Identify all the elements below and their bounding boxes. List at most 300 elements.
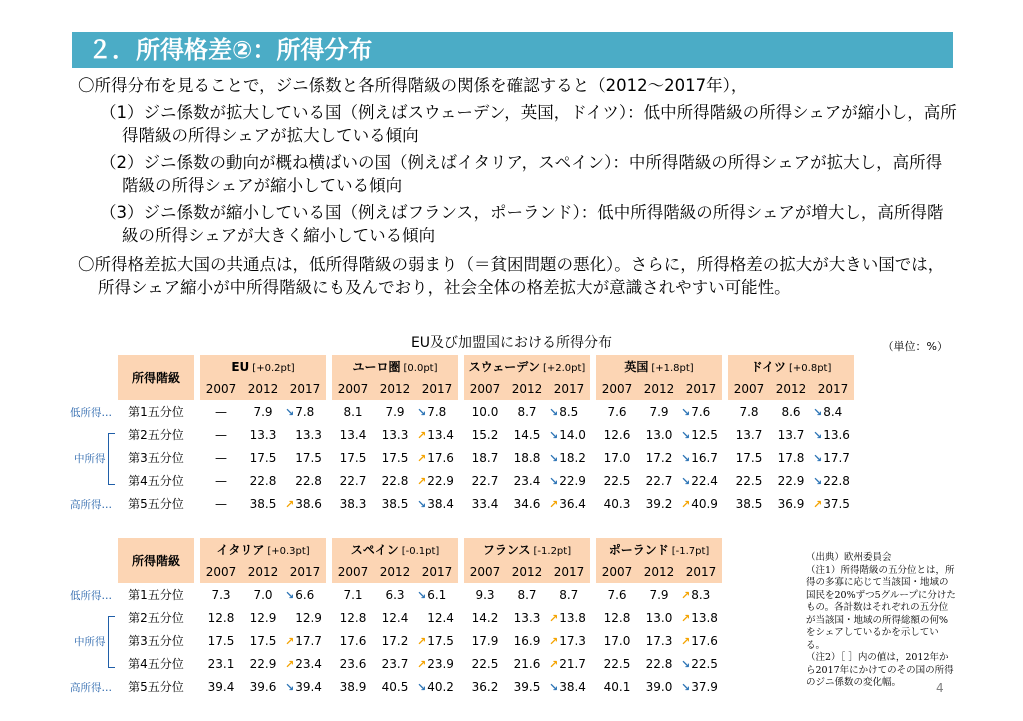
year-label: 2012 bbox=[638, 378, 680, 400]
value-2012: 8.7 bbox=[517, 587, 537, 602]
year-label: 2007 bbox=[596, 378, 638, 400]
value-2017-number: 17.7 bbox=[823, 450, 850, 465]
value-2017 bbox=[680, 675, 722, 698]
row-label: 第1五分位 bbox=[128, 405, 184, 419]
value-2012: 21.6 bbox=[513, 656, 541, 671]
year-label: 2007 bbox=[596, 561, 638, 583]
value-2017 bbox=[680, 652, 722, 675]
year-label: 2012 bbox=[242, 378, 284, 400]
value-2017-number: 7.6 bbox=[691, 404, 711, 419]
trend-up-icon: ↗ bbox=[549, 634, 559, 648]
value-2017-number: 7.8 bbox=[295, 404, 315, 419]
value-2017-number: 21.7 bbox=[559, 656, 586, 671]
value-2017 bbox=[812, 492, 854, 515]
trend-down-icon: ↘ bbox=[285, 588, 295, 602]
year-row bbox=[118, 561, 722, 583]
row-label: 第3五分位 bbox=[128, 451, 184, 465]
trend-up-icon: ↗ bbox=[417, 451, 427, 465]
value-2012: 23.4 bbox=[513, 473, 541, 488]
value-2007: 38.5 bbox=[735, 496, 763, 511]
value-2012: 39.5 bbox=[513, 679, 541, 694]
gini-change: [+0.3pt] bbox=[267, 546, 310, 557]
value-2012: 12.4 bbox=[381, 610, 409, 625]
value-2017 bbox=[548, 629, 590, 652]
trend-down-icon: ↘ bbox=[813, 474, 823, 488]
value-2017 bbox=[548, 492, 590, 515]
value-2007: 7.8 bbox=[739, 404, 759, 419]
value-2007: 17.6 bbox=[339, 633, 367, 648]
country-name: スウェーデン bbox=[468, 360, 540, 374]
value-2017 bbox=[416, 629, 458, 652]
value-2017-number: 17.5 bbox=[427, 633, 454, 648]
row-header: 所得階級 bbox=[118, 538, 194, 583]
value-2017-number: 40.9 bbox=[691, 496, 718, 511]
value-2017-number: 23.4 bbox=[295, 656, 322, 671]
value-2012: 17.3 bbox=[645, 633, 673, 648]
row-label: 第3五分位 bbox=[128, 634, 184, 648]
value-2012: 13.0 bbox=[645, 427, 673, 442]
row-label: 第1五分位 bbox=[128, 588, 184, 602]
value-2007: 22.7 bbox=[339, 473, 367, 488]
value-2017 bbox=[284, 446, 326, 469]
mid-income-label: 中所得 bbox=[74, 636, 106, 648]
value-2012: 13.3 bbox=[249, 427, 277, 442]
trend-up-icon: ↗ bbox=[417, 428, 427, 442]
trend-down-icon: ↘ bbox=[681, 451, 691, 465]
value-2007: 14.2 bbox=[471, 610, 499, 625]
trend-down-icon: ↘ bbox=[549, 474, 559, 488]
value-2012: 17.2 bbox=[381, 633, 409, 648]
value-2007: 22.7 bbox=[471, 473, 499, 488]
value-2007: 13.4 bbox=[339, 427, 367, 442]
value-2017-number: 23.9 bbox=[427, 656, 454, 671]
value-2017-number: 12.4 bbox=[427, 610, 454, 625]
year-label: 2007 bbox=[464, 378, 506, 400]
value-2007: — bbox=[215, 496, 227, 511]
value-2017 bbox=[812, 446, 854, 469]
trend-down-icon: ↘ bbox=[285, 405, 295, 419]
trend-down-icon: ↘ bbox=[681, 680, 691, 694]
table-row bbox=[118, 606, 722, 629]
gini-change: [+0.8pt] bbox=[789, 363, 832, 374]
year-label: 2017 bbox=[416, 378, 458, 400]
note-source: （出典）欧州委員会 bbox=[806, 552, 892, 563]
trend-down-icon: ↘ bbox=[681, 428, 691, 442]
unit-note: （単位：%） bbox=[882, 340, 948, 353]
value-2012: 13.7 bbox=[777, 427, 805, 442]
row-label: 第5五分位 bbox=[128, 680, 184, 694]
trend-down-icon: ↘ bbox=[417, 405, 427, 419]
source-notes bbox=[806, 552, 956, 690]
table-row bbox=[118, 423, 854, 446]
high-income-label: 高所得… bbox=[70, 682, 112, 694]
gini-change: [-1.7pt] bbox=[671, 546, 710, 557]
value-2017 bbox=[548, 469, 590, 492]
value-2012: 22.9 bbox=[777, 473, 805, 488]
bullet-case-2: （2）ジニ係数の動向が概ね横ばいの国（例えばイタリア，スペイン）：中所得階級の所得シェアが拡大し，高所得階級の所得シェアが縮小している傾向 bbox=[100, 153, 943, 195]
value-2017 bbox=[284, 606, 326, 629]
value-2012: 17.2 bbox=[645, 450, 673, 465]
value-2017-number: 22.9 bbox=[559, 473, 586, 488]
value-2007: 23.6 bbox=[339, 656, 367, 671]
value-2007: 7.6 bbox=[607, 404, 627, 419]
trend-down-icon: ↘ bbox=[681, 405, 691, 419]
value-2017 bbox=[680, 629, 722, 652]
trend-down-icon: ↘ bbox=[417, 680, 427, 694]
value-2017-number: 22.9 bbox=[427, 473, 454, 488]
value-2017 bbox=[416, 675, 458, 698]
value-2017-number: 12.9 bbox=[295, 610, 322, 625]
country-header bbox=[596, 355, 722, 378]
value-2012: 7.9 bbox=[253, 404, 273, 419]
trend-down-icon: ↘ bbox=[417, 588, 427, 602]
value-2007: 7.1 bbox=[343, 587, 363, 602]
table-row bbox=[118, 675, 722, 698]
bullet-case-1: （1）ジニ係数が拡大している国（例えばスウェーデン，英国，ドイツ）：低中所得階級の所得シェアが縮小し，高所得階級の所得シェアが拡大している傾向 bbox=[100, 103, 957, 145]
year-label: 2017 bbox=[680, 378, 722, 400]
value-2012: 7.9 bbox=[649, 587, 669, 602]
value-2012: 39.6 bbox=[249, 679, 277, 694]
trend-down-icon: ↘ bbox=[813, 405, 823, 419]
value-2007: 7.6 bbox=[607, 587, 627, 602]
value-2007: 22.5 bbox=[735, 473, 763, 488]
value-2017-number: 38.6 bbox=[295, 496, 322, 511]
bullet-conclusion: 〇所得格差拡大国の共通点は，低所得階級の弱まり（＝貧困問題の悪化）。さらに，所得格差の拡大が大きい国では，所得シェア縮小が中所得階級にも及んでおり，社会全体の格差拡大が意識されやすい可能性。 bbox=[78, 255, 945, 297]
value-2017-number: 6.6 bbox=[295, 587, 315, 602]
value-2007: — bbox=[215, 427, 227, 442]
country-header bbox=[728, 355, 854, 378]
value-2017-number: 22.5 bbox=[691, 656, 718, 671]
year-label: 2017 bbox=[284, 378, 326, 400]
value-2012: 6.3 bbox=[385, 587, 405, 602]
value-2017-number: 37.5 bbox=[823, 496, 850, 511]
value-2007: 40.3 bbox=[603, 496, 631, 511]
country-name: フランス bbox=[482, 543, 531, 557]
row-label: 第5五分位 bbox=[128, 497, 184, 511]
value-2017-number: 17.6 bbox=[691, 633, 718, 648]
trend-down-icon: ↘ bbox=[549, 680, 559, 694]
value-2017 bbox=[416, 423, 458, 446]
trend-down-icon: ↘ bbox=[681, 474, 691, 488]
value-2017 bbox=[680, 446, 722, 469]
value-2017 bbox=[284, 423, 326, 446]
value-2007: 33.4 bbox=[471, 496, 499, 511]
mid-income-label: 中所得 bbox=[74, 453, 106, 465]
trend-up-icon: ↗ bbox=[417, 634, 427, 648]
value-2017 bbox=[284, 469, 326, 492]
value-2017 bbox=[812, 469, 854, 492]
bullet-list bbox=[78, 74, 958, 299]
value-2017 bbox=[812, 423, 854, 446]
value-2012: 16.9 bbox=[513, 633, 541, 648]
value-2012: 39.0 bbox=[645, 679, 673, 694]
mid-income-bracket bbox=[108, 616, 115, 668]
value-2017-number: 14.0 bbox=[559, 427, 586, 442]
note-2: （注2）［ ］内の値は，2012年から2017年にかけてのその国の所得のジニ係数の変化幅。 bbox=[806, 652, 954, 688]
value-2017 bbox=[548, 652, 590, 675]
gini-change: [+0.2pt] bbox=[252, 362, 295, 374]
income-table-upper bbox=[118, 355, 854, 515]
country-name: ユーロ圏 bbox=[352, 360, 401, 374]
table-row bbox=[118, 469, 854, 492]
value-2007: 17.5 bbox=[339, 450, 367, 465]
value-2012: 13.0 bbox=[645, 610, 673, 625]
value-2007: 12.6 bbox=[603, 427, 631, 442]
value-2007: 38.3 bbox=[339, 496, 367, 511]
year-label: 2007 bbox=[728, 378, 770, 400]
value-2017-number: 16.7 bbox=[691, 450, 718, 465]
value-2017-number: 8.4 bbox=[823, 404, 843, 419]
value-2012: 22.9 bbox=[249, 656, 277, 671]
value-2017 bbox=[548, 583, 590, 606]
country-name: イタリア bbox=[216, 543, 265, 557]
value-2012: 7.9 bbox=[385, 404, 405, 419]
low-income-label: 低所得… bbox=[70, 590, 112, 602]
year-label: 2007 bbox=[464, 561, 506, 583]
value-2007: 22.5 bbox=[603, 656, 631, 671]
value-2017-number: 13.8 bbox=[559, 610, 586, 625]
value-2017-number: 8.5 bbox=[559, 404, 579, 419]
value-2017 bbox=[416, 652, 458, 675]
value-2007: 23.1 bbox=[207, 656, 235, 671]
country-name: ポーランド bbox=[608, 543, 669, 557]
table-row bbox=[118, 400, 854, 423]
value-2007: 36.2 bbox=[471, 679, 499, 694]
year-label: 2017 bbox=[284, 561, 326, 583]
value-2007: 39.4 bbox=[207, 679, 235, 694]
row-label: 第4五分位 bbox=[128, 474, 184, 488]
trend-down-icon: ↘ bbox=[813, 451, 823, 465]
gini-change: [-0.1pt] bbox=[401, 546, 440, 557]
value-2017 bbox=[284, 629, 326, 652]
page-number: 4 bbox=[936, 681, 944, 695]
value-2007: — bbox=[215, 404, 227, 419]
value-2017 bbox=[284, 492, 326, 515]
value-2017 bbox=[548, 606, 590, 629]
trend-down-icon: ↘ bbox=[549, 428, 559, 442]
year-label: 2017 bbox=[416, 561, 458, 583]
trend-up-icon: ↗ bbox=[549, 657, 559, 671]
value-2017-number: 7.8 bbox=[427, 404, 447, 419]
country-header bbox=[464, 538, 590, 561]
value-2012: 22.8 bbox=[381, 473, 409, 488]
value-2017-number: 38.4 bbox=[427, 496, 454, 511]
value-2017-number: 36.4 bbox=[559, 496, 586, 511]
country-name: ドイツ bbox=[750, 360, 787, 374]
value-2007: 40.1 bbox=[603, 679, 631, 694]
value-2007: 17.5 bbox=[207, 633, 235, 648]
value-2017-number: 13.3 bbox=[295, 427, 322, 442]
value-2017 bbox=[680, 400, 722, 423]
bullet-case-3: （3）ジニ係数が縮小している国（例えばフランス，ポーランド）：低中所得階級の所得シェアが増大し，高所得階級の所得シェアが大きく縮小している傾向 bbox=[100, 203, 944, 245]
country-header bbox=[200, 355, 326, 378]
value-2012: 14.5 bbox=[513, 427, 541, 442]
value-2007: 8.1 bbox=[343, 404, 363, 419]
value-2017-number: 13.4 bbox=[427, 427, 454, 442]
value-2012: 17.5 bbox=[249, 450, 277, 465]
value-2017-number: 13.6 bbox=[823, 427, 850, 442]
value-2012: 17.5 bbox=[249, 633, 277, 648]
trend-up-icon: ↗ bbox=[681, 497, 691, 511]
trend-up-icon: ↗ bbox=[549, 611, 559, 625]
gini-change: [0.0pt] bbox=[403, 363, 438, 374]
value-2017 bbox=[548, 423, 590, 446]
value-2017-number: 17.6 bbox=[427, 450, 454, 465]
value-2012: 18.8 bbox=[513, 450, 541, 465]
trend-up-icon: ↗ bbox=[549, 497, 559, 511]
header-row bbox=[118, 538, 722, 561]
country-name: EU bbox=[231, 359, 250, 374]
value-2012: 7.9 bbox=[649, 404, 669, 419]
value-2017 bbox=[680, 492, 722, 515]
mid-income-bracket bbox=[108, 433, 115, 485]
value-2012: 34.6 bbox=[513, 496, 541, 511]
trend-down-icon: ↘ bbox=[549, 405, 559, 419]
year-label: 2007 bbox=[200, 378, 242, 400]
value-2007: 17.5 bbox=[735, 450, 763, 465]
value-2017 bbox=[812, 400, 854, 423]
country-header bbox=[332, 538, 458, 561]
year-label: 2017 bbox=[548, 561, 590, 583]
value-2017-number: 17.7 bbox=[295, 633, 322, 648]
value-2017-number: 17.5 bbox=[295, 450, 322, 465]
gini-change: [-1.2pt] bbox=[533, 546, 572, 557]
value-2017 bbox=[548, 400, 590, 423]
value-2007: 12.8 bbox=[603, 610, 631, 625]
value-2017 bbox=[284, 652, 326, 675]
value-2007: 18.7 bbox=[471, 450, 499, 465]
trend-up-icon: ↗ bbox=[417, 657, 427, 671]
value-2007: 17.9 bbox=[471, 633, 499, 648]
value-2017 bbox=[284, 583, 326, 606]
value-2007: 17.0 bbox=[603, 450, 631, 465]
table-row bbox=[118, 446, 854, 469]
value-2007: 9.3 bbox=[475, 587, 495, 602]
high-income-label: 高所得… bbox=[70, 499, 112, 511]
value-2017 bbox=[416, 446, 458, 469]
year-label: 2017 bbox=[812, 378, 854, 400]
year-label: 2012 bbox=[506, 378, 548, 400]
year-label: 2012 bbox=[638, 561, 680, 583]
value-2017 bbox=[416, 400, 458, 423]
value-2017 bbox=[284, 675, 326, 698]
gini-change: [+1.8pt] bbox=[651, 363, 694, 374]
value-2017-number: 6.1 bbox=[427, 587, 447, 602]
value-2012: 8.7 bbox=[517, 404, 537, 419]
value-2017 bbox=[680, 583, 722, 606]
value-2017-number: 37.9 bbox=[691, 679, 718, 694]
country-name: 英国 bbox=[624, 360, 649, 374]
table-title: EU及び加盟国における所得分布 bbox=[410, 335, 613, 351]
value-2007: 22.5 bbox=[603, 473, 631, 488]
value-2012: 17.5 bbox=[381, 450, 409, 465]
trend-down-icon: ↘ bbox=[681, 657, 691, 671]
value-2012: 38.5 bbox=[249, 496, 277, 511]
year-label: 2012 bbox=[506, 561, 548, 583]
value-2007: 12.8 bbox=[207, 610, 235, 625]
value-2017-number: 22.4 bbox=[691, 473, 718, 488]
row-label: 第2五分位 bbox=[128, 611, 184, 625]
value-2007: — bbox=[215, 473, 227, 488]
value-2012: 22.7 bbox=[645, 473, 673, 488]
country-header bbox=[200, 538, 326, 561]
row-header: 所得階級 bbox=[118, 355, 194, 400]
year-label: 2017 bbox=[680, 561, 722, 583]
value-2012: 17.8 bbox=[777, 450, 805, 465]
value-2012: 13.3 bbox=[381, 427, 409, 442]
value-2012: 39.2 bbox=[645, 496, 673, 511]
value-2017 bbox=[284, 400, 326, 423]
value-2007: 15.2 bbox=[471, 427, 499, 442]
country-header bbox=[464, 355, 590, 378]
value-2012: 40.5 bbox=[381, 679, 409, 694]
value-2012: 12.9 bbox=[249, 610, 277, 625]
value-2017-number: 39.4 bbox=[295, 679, 322, 694]
value-2017-number: 22.8 bbox=[823, 473, 850, 488]
value-2017 bbox=[416, 492, 458, 515]
value-2017 bbox=[416, 583, 458, 606]
year-label: 2007 bbox=[332, 378, 374, 400]
value-2012: 38.5 bbox=[381, 496, 409, 511]
trend-down-icon: ↘ bbox=[285, 680, 295, 694]
value-2012: 22.8 bbox=[645, 656, 673, 671]
value-2007: 12.8 bbox=[339, 610, 367, 625]
value-2012: 7.0 bbox=[253, 587, 273, 602]
low-income-label: 低所得… bbox=[70, 407, 112, 419]
value-2007: 7.3 bbox=[211, 587, 231, 602]
row-label: 第4五分位 bbox=[128, 657, 184, 671]
header-row bbox=[118, 355, 854, 378]
value-2012: 22.8 bbox=[249, 473, 277, 488]
table-row bbox=[118, 652, 722, 675]
value-2017 bbox=[416, 606, 458, 629]
value-2017-number: 18.2 bbox=[559, 450, 586, 465]
country-header bbox=[596, 538, 722, 561]
trend-up-icon: ↗ bbox=[285, 497, 295, 511]
value-2017 bbox=[680, 606, 722, 629]
trend-up-icon: ↗ bbox=[285, 657, 295, 671]
trend-down-icon: ↘ bbox=[417, 497, 427, 511]
table-row bbox=[118, 492, 854, 515]
value-2017-number: 17.3 bbox=[559, 633, 586, 648]
trend-down-icon: ↘ bbox=[549, 451, 559, 465]
value-2017-number: 40.2 bbox=[427, 679, 454, 694]
value-2017 bbox=[416, 469, 458, 492]
year-label: 2017 bbox=[548, 378, 590, 400]
value-2007: 38.9 bbox=[339, 679, 367, 694]
page-title: ２．所得格差②：所得分布 bbox=[72, 32, 953, 68]
value-2007: 22.5 bbox=[471, 656, 499, 671]
value-2007: 10.0 bbox=[471, 404, 499, 419]
note-1: （注1）所得階級の五分位とは，所得の多寡に応じて当該国・地域の国民を20%ずつ5グループに分けたもの。各計数はそれぞれの五分位が当該国・地域の所得総額の何%をシェアしているかを示している。 bbox=[806, 564, 956, 651]
value-2017-number: 8.3 bbox=[691, 587, 711, 602]
value-2017 bbox=[680, 469, 722, 492]
value-2017-number: 8.7 bbox=[559, 587, 579, 602]
year-label: 2012 bbox=[242, 561, 284, 583]
table-row bbox=[118, 583, 722, 606]
row-label: 第2五分位 bbox=[128, 428, 184, 442]
value-2012: 23.7 bbox=[381, 656, 409, 671]
value-2012: 36.9 bbox=[777, 496, 805, 511]
trend-up-icon: ↗ bbox=[813, 497, 823, 511]
value-2012: 13.3 bbox=[513, 610, 541, 625]
value-2017-number: 38.4 bbox=[559, 679, 586, 694]
year-row bbox=[118, 378, 854, 400]
trend-up-icon: ↗ bbox=[285, 634, 295, 648]
country-header bbox=[332, 355, 458, 378]
year-label: 2007 bbox=[332, 561, 374, 583]
value-2012: 8.6 bbox=[781, 404, 801, 419]
